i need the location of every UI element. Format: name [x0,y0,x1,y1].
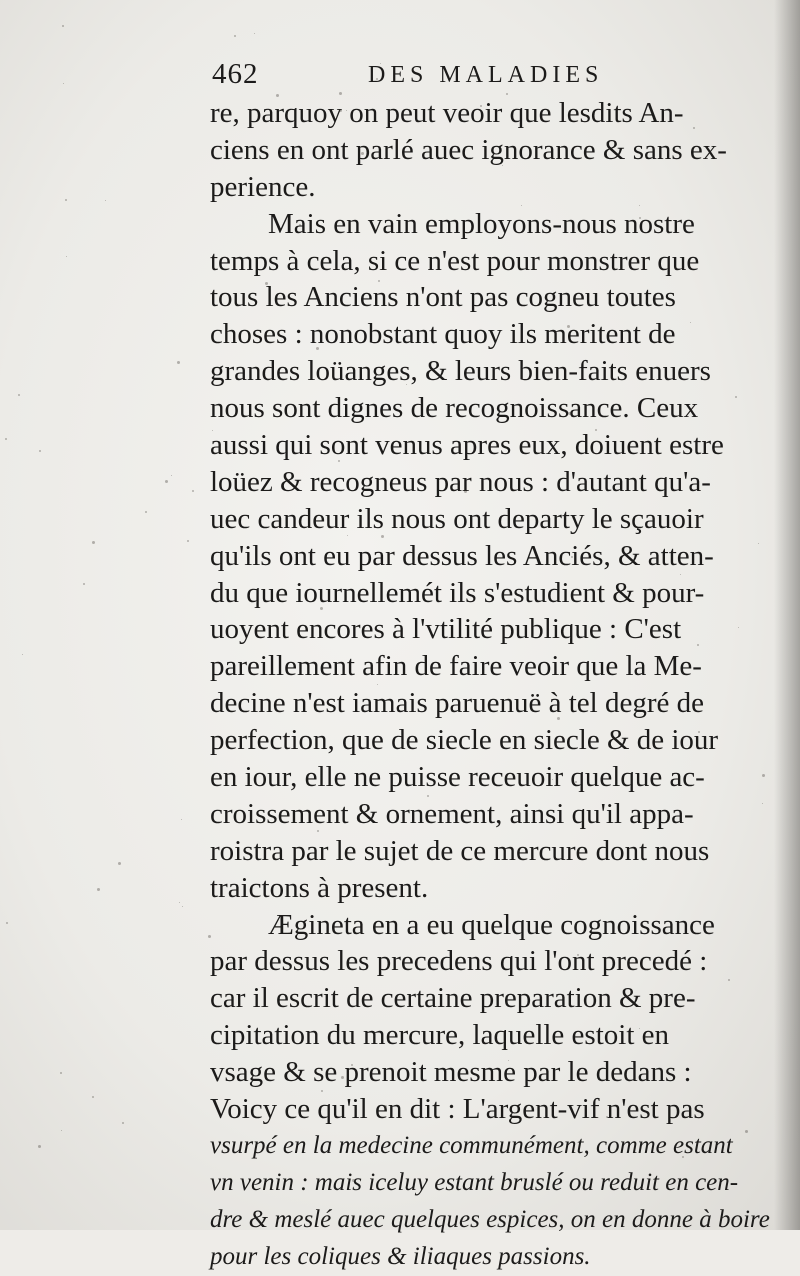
paper-speck [506,93,508,95]
paper-speck [606,1116,608,1118]
paper-speck [320,607,323,610]
body-text [210,95,770,1276]
paper-speck [735,396,737,398]
paper-speck [254,33,255,34]
paper-speck [639,1028,640,1029]
paper-speck [22,654,23,655]
text-line: perfection, que de siecle en siecle & de iour [210,724,719,757]
paper-speck [380,63,381,64]
text-line: tous les Anciens n'ont pas cogneu toutes [210,281,676,314]
paper-speck [65,199,67,201]
paper-speck [571,556,573,558]
paper-speck [377,684,378,685]
paper-speck [177,361,180,364]
paper-speck [693,127,695,129]
paper-speck [60,1072,62,1074]
paper-speck [181,819,182,820]
text-line: loüez & recogneus par nous : d'autant qu'a- [210,465,711,498]
paper-speck [83,583,85,585]
text-line: Ægineta en a eu quelque cognoissance [268,908,715,941]
text-line: ciens en ont parlé auec ignorance & sans ex- [210,133,727,166]
text-line: car il escrit de certaine preparation & pre- [210,982,696,1015]
paper-speck [464,490,467,493]
paper-speck [18,394,20,396]
paper-speck [339,92,342,95]
paper-speck [299,224,301,226]
paper-speck [508,1060,509,1061]
text-line: vn venin : mais iceluy estant bruslé ou reduit en cen- [210,1168,739,1196]
paper-speck [697,644,699,646]
paper-speck [639,217,641,219]
paper-speck [265,282,268,285]
text-line: Voicy ce qu'il en dit : L'argent-vif n'est pas [210,1093,705,1126]
text-line: dre & meslé auec quelques espices, on en donne à boire [210,1205,770,1233]
paper-speck [341,1076,344,1079]
running-head: DES MALADIES [368,62,604,88]
paper-speck [762,774,765,777]
paper-speck [352,1179,355,1182]
paper-speck [502,165,503,166]
paper-speck [317,830,319,832]
text-line: temps à cela, si ce n'est pour monstrer que [210,244,700,277]
paper-speck [568,412,571,415]
paper-speck [39,450,41,452]
paper-speck [728,979,730,981]
paper-speck [595,429,597,431]
paper-speck [212,430,213,431]
paper-speck [567,325,570,328]
paper-speck [118,862,121,865]
text-line: decine n'est iamais paruenuë à tel degré de [210,687,704,720]
text-line: Mais en vain employons-nous nostre [268,207,695,240]
text-line: vsurpé en la medecine communément, comme estant [210,1131,733,1159]
paper-speck [384,1105,387,1108]
text-line: par dessus les precedens qui l'ont precedé : [210,945,708,978]
paper-speck [480,105,482,107]
text-line: grandes loüanges, & leurs bien-faits enuers [210,355,711,388]
paper-speck [338,460,340,462]
paper-speck [682,1156,684,1158]
paper-speck [339,109,342,112]
text-line: uoyent encores à l'vtilité publique : C'est [210,613,682,646]
text-line: roistra par le sujet de ce mercure dont nous [210,834,710,867]
paper-speck [431,594,432,595]
paper-speck [92,541,95,544]
paper-speck [63,83,64,84]
text-line: aussi qui sont venus apres eux, doiuent estre [210,429,724,462]
paper-speck [521,205,522,206]
paper-speck [182,906,183,907]
page-number: 462 [212,58,259,90]
paper-speck [577,954,579,956]
paper-speck [639,205,640,206]
paper-speck [66,256,67,257]
page-edge-shadow [774,0,800,1230]
text-line: re, parquoy on peut veoir que lesdits An- [210,97,684,129]
text-line: uec candeur ils nous ont departy le sçauoir [210,502,704,535]
paper-speck [698,731,700,733]
paper-speck [5,438,7,440]
paper-speck [105,200,106,201]
text-line: cipitation du mercure, laquelle estoit en [210,1019,670,1052]
paper-speck [690,322,691,323]
text-line: en iour, elle ne puisse receuoir quelque ac- [210,761,705,794]
paper-speck [234,35,236,37]
paper-speck [62,25,64,27]
paper-speck [276,94,279,97]
paper-speck [517,342,518,343]
paper-speck [346,110,347,111]
paper-speck [61,1130,62,1131]
paper-speck [165,480,168,483]
paper-speck [171,475,172,476]
paper-speck [179,902,180,903]
text-line: du que iournellemét ils s'estudient & pour- [210,576,705,609]
paper-speck [361,152,364,155]
paper-speck [97,888,100,891]
paper-speck [758,543,759,544]
paper-speck [381,535,384,538]
paper-speck [762,803,763,804]
text-line: traictons à present. [210,871,429,904]
text-line: vsage & se prenoit mesme par le dedans : [210,1056,692,1089]
paper-speck [745,1130,748,1133]
paper-speck [351,1064,353,1066]
paper-speck [187,540,189,542]
paper-speck [145,511,147,513]
text-line: pareillement afin de faire veoir que la Me- [210,650,702,683]
text-line: nous sont dignes de recognoissance. Ceux [210,392,699,425]
paper-speck [421,403,422,404]
paper-speck [575,781,577,783]
paper-speck [122,1122,124,1124]
paper-speck [557,717,560,720]
paper-speck [316,347,319,350]
paper-speck [376,78,378,80]
paper-speck [378,280,380,282]
page-header [212,58,642,94]
paper-speck [92,1096,94,1098]
text-line: pour les coliques & iliaques passions. [210,1242,591,1270]
paper-speck [192,490,194,492]
paper-speck [738,627,739,628]
text-line: croissement & ornement, ainsi qu'il appa- [210,797,694,830]
paper-speck [321,1090,323,1092]
text-line: choses : nonobstant quoy ils meritent de [210,318,676,351]
paper-speck [427,795,429,797]
paper-speck [552,779,553,780]
paper-speck [208,935,211,938]
paper-speck [6,922,8,924]
text-line: perience. [210,170,316,203]
text-line: qu'ils ont eu par dessus les Anciés, & atten- [210,539,714,572]
paper-speck [406,384,407,385]
paper-speck [38,1145,41,1148]
paper-speck [680,574,681,575]
paper-speck [347,535,348,536]
